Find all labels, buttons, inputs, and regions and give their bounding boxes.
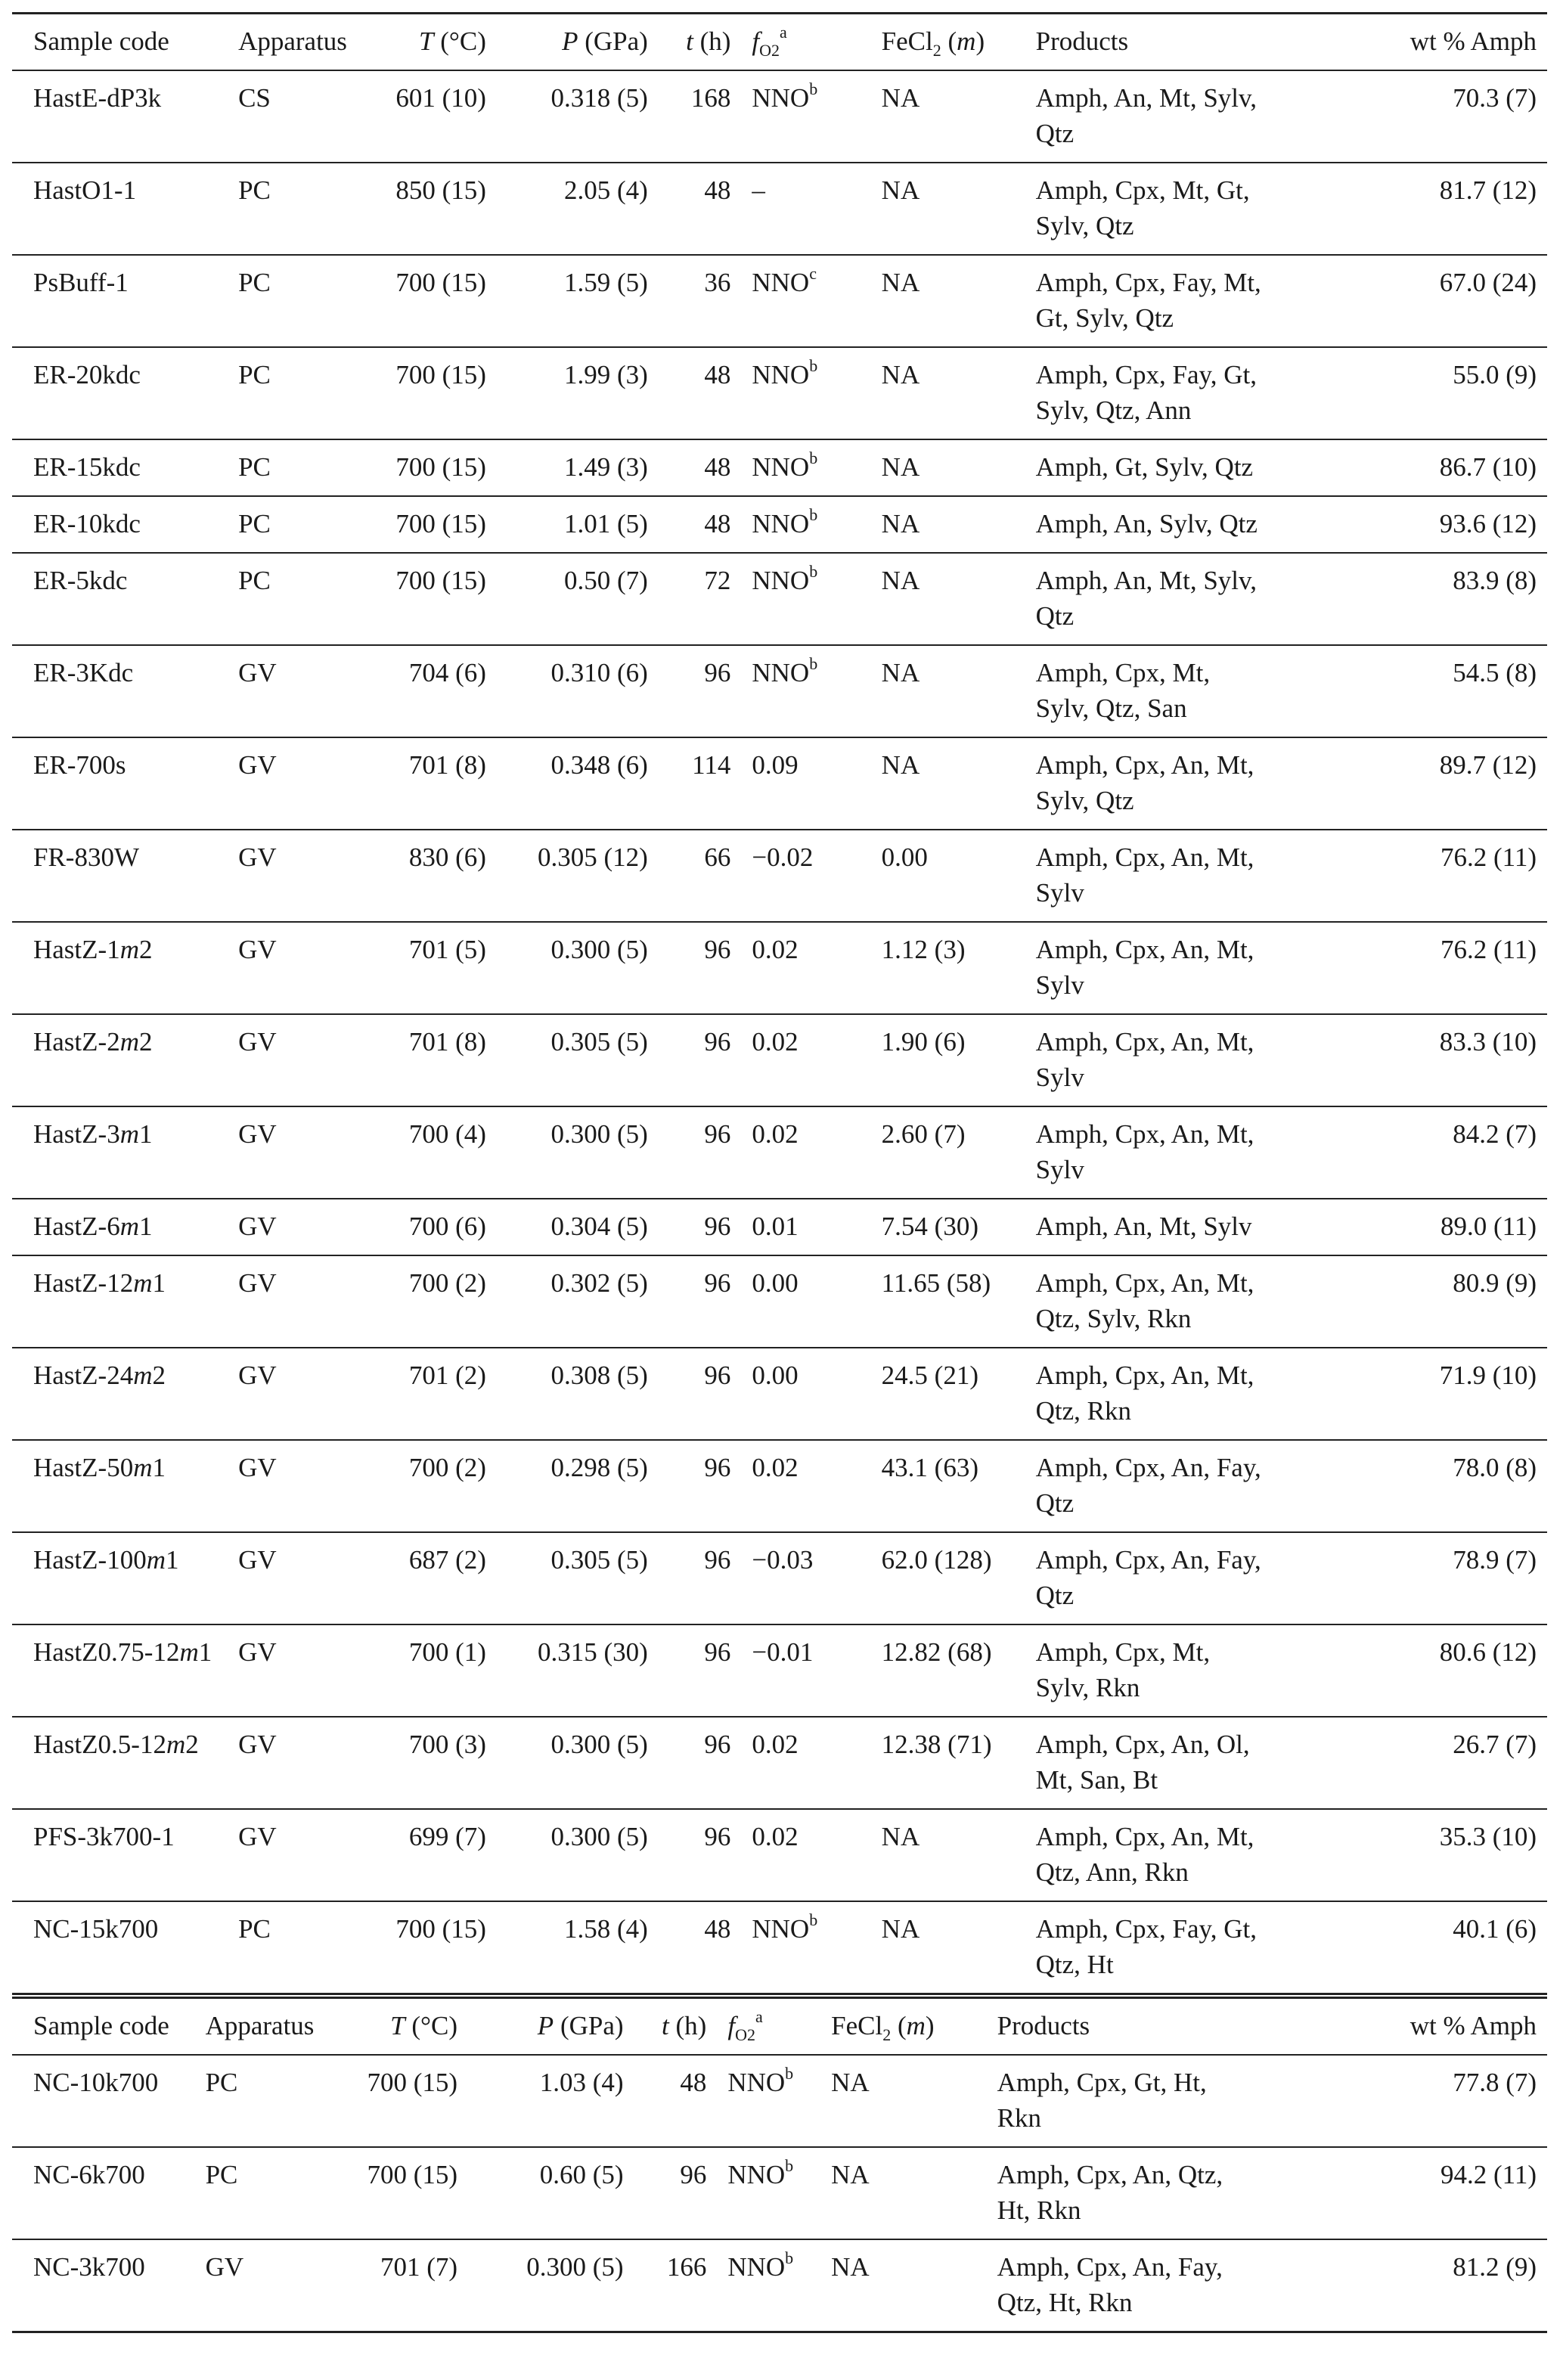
cell-fo2: – xyxy=(730,163,881,255)
cell-pressure: 0.305 (5) xyxy=(486,1532,648,1624)
cell-products: Amph, Cpx, An, Fay, Qtz, Ht, Rkn xyxy=(997,2239,1292,2332)
cell-pressure: 0.300 (5) xyxy=(486,1106,648,1199)
cell-apparatus: GV xyxy=(238,1106,347,1199)
cell-products: Amph, Cpx, An, Qtz, Ht, Rkn xyxy=(997,2147,1292,2239)
cell-products: Amph, Cpx, An, Mt, Qtz, Ann, Rkn xyxy=(1036,1809,1314,1901)
cell-fecl2: NA xyxy=(882,70,1036,163)
cell-products: Amph, Cpx, An, Mt, Sylv xyxy=(1036,1106,1314,1199)
header-apparatus: Apparatus xyxy=(206,1998,315,2056)
cell-sample-code: HastZ-100m1 xyxy=(12,1532,238,1624)
cell-fecl2: 1.90 (6) xyxy=(882,1014,1036,1106)
cell-pressure: 1.58 (4) xyxy=(486,1901,648,1994)
cell-products: Amph, Gt, Sylv, Qtz xyxy=(1036,439,1314,496)
cell-apparatus: GV xyxy=(238,1809,347,1901)
cell-sample-code: HastZ-12m1 xyxy=(12,1255,238,1348)
cell-fecl2: NA xyxy=(882,1901,1036,1994)
table-row xyxy=(12,1348,1547,1440)
cell-time: 48 xyxy=(648,1901,731,1994)
table-row xyxy=(12,347,1547,439)
cell-products: Amph, Cpx, An, Mt, Sylv xyxy=(1036,1014,1314,1106)
cell-pressure: 0.348 (6) xyxy=(486,737,648,830)
cell-pressure: 0.300 (5) xyxy=(486,1809,648,1901)
cell-pressure: 0.300 (5) xyxy=(486,1717,648,1809)
cell-pressure: 0.302 (5) xyxy=(486,1255,648,1348)
cell-apparatus: GV xyxy=(238,737,347,830)
table-row xyxy=(12,439,1547,496)
cell-sample-code: HastZ0.75-12m1 xyxy=(12,1624,238,1717)
cell-fo2: 0.02 xyxy=(730,1717,881,1809)
header-pressure: P (GPa) xyxy=(457,1998,624,2056)
cell-products: Amph, Cpx, An, Mt, Sylv xyxy=(1036,830,1314,922)
cell-sample-code: NC-15k700 xyxy=(12,1901,238,1994)
cell-temperature: 701 (8) xyxy=(347,737,486,830)
cell-fo2: NNO$^b$ xyxy=(730,347,881,439)
cell-wt-amph: 78.9 (7) xyxy=(1314,1532,1547,1624)
cell-fo2: 0.00 xyxy=(730,1255,881,1348)
cell-apparatus: PC xyxy=(238,553,347,645)
cell-temperature: 700 (2) xyxy=(347,1255,486,1348)
cell-fo2: 0.01 xyxy=(730,1199,881,1255)
table-row xyxy=(12,255,1547,347)
cell-wt-amph: 81.2 (9) xyxy=(1292,2239,1547,2332)
cell-apparatus: GV xyxy=(206,2239,315,2332)
cell-temperature: 701 (5) xyxy=(347,922,486,1014)
cell-fecl2: NA xyxy=(831,2239,997,2332)
cell-time: 96 xyxy=(648,1532,731,1624)
cell-temperature: 699 (7) xyxy=(347,1809,486,1901)
experiments-table-part-2 xyxy=(12,1997,1547,2333)
table-row xyxy=(12,1440,1547,1532)
cell-time: 96 xyxy=(648,1255,731,1348)
header-temperature: T (°C) xyxy=(347,14,486,71)
cell-fo2: NNO$^b$ xyxy=(730,70,881,163)
cell-time: 114 xyxy=(648,737,731,830)
table-row xyxy=(12,553,1547,645)
cell-sample-code: ER-3Kdc xyxy=(12,645,238,737)
cell-apparatus: PC xyxy=(238,347,347,439)
cell-temperature: 700 (15) xyxy=(347,496,486,553)
cell-products: Amph, Cpx, An, Ol, Mt, San, Bt xyxy=(1036,1717,1314,1809)
cell-fo2: NNO$^b$ xyxy=(730,439,881,496)
header-fecl2: FeCl$_2$ (m) xyxy=(831,1998,997,2056)
cell-time: 96 xyxy=(648,645,731,737)
cell-time: 48 xyxy=(648,163,731,255)
cell-time: 48 xyxy=(624,2055,707,2147)
cell-time: 48 xyxy=(648,496,731,553)
cell-temperature: 701 (7) xyxy=(314,2239,457,2332)
table-row xyxy=(12,1624,1547,1717)
cell-fecl2: 62.0 (128) xyxy=(882,1532,1036,1624)
cell-fo2: NNO$^b$ xyxy=(706,2055,831,2147)
cell-apparatus: PC xyxy=(238,1901,347,1994)
cell-temperature: 700 (3) xyxy=(347,1717,486,1809)
cell-products: Amph, Cpx, An, Fay, Qtz xyxy=(1036,1532,1314,1624)
cell-time: 96 xyxy=(648,1717,731,1809)
cell-products: Amph, Cpx, An, Mt, Qtz, Sylv, Rkn xyxy=(1036,1255,1314,1348)
cell-wt-amph: 83.3 (10) xyxy=(1314,1014,1547,1106)
cell-temperature: 700 (15) xyxy=(347,553,486,645)
cell-products: Amph, An, Mt, Sylv xyxy=(1036,1199,1314,1255)
cell-apparatus: PC xyxy=(238,255,347,347)
cell-products: Amph, Cpx, Fay, Gt, Qtz, Ht xyxy=(1036,1901,1314,1994)
cell-fo2: NNO$^b$ xyxy=(706,2239,831,2332)
cell-products: Amph, An, Mt, Sylv, Qtz xyxy=(1036,70,1314,163)
cell-apparatus: GV xyxy=(238,1440,347,1532)
cell-pressure: 1.59 (5) xyxy=(486,255,648,347)
cell-pressure: 0.305 (5) xyxy=(486,1014,648,1106)
cell-products: Amph, Cpx, An, Mt, Sylv xyxy=(1036,922,1314,1014)
cell-fecl2: 2.60 (7) xyxy=(882,1106,1036,1199)
cell-sample-code: HastE-dP3k xyxy=(12,70,238,163)
cell-fecl2: NA xyxy=(882,1809,1036,1901)
cell-fo2: −0.01 xyxy=(730,1624,881,1717)
cell-apparatus: GV xyxy=(238,1255,347,1348)
header-wt-amph: wt % Amph xyxy=(1314,14,1547,71)
cell-pressure: 0.50 (7) xyxy=(486,553,648,645)
cell-apparatus: PC xyxy=(206,2147,315,2239)
cell-apparatus: PC xyxy=(238,496,347,553)
cell-apparatus: CS xyxy=(238,70,347,163)
cell-time: 96 xyxy=(648,1440,731,1532)
cell-wt-amph: 78.0 (8) xyxy=(1314,1440,1547,1532)
cell-pressure: 0.298 (5) xyxy=(486,1440,648,1532)
cell-wt-amph: 81.7 (12) xyxy=(1314,163,1547,255)
cell-fecl2: NA xyxy=(882,255,1036,347)
cell-fo2: 0.00 xyxy=(730,1348,881,1440)
table-row xyxy=(12,645,1547,737)
cell-temperature: 701 (2) xyxy=(347,1348,486,1440)
cell-pressure: 1.03 (4) xyxy=(457,2055,624,2147)
cell-sample-code: ER-15kdc xyxy=(12,439,238,496)
cell-wt-amph: 40.1 (6) xyxy=(1314,1901,1547,1994)
cell-fecl2: NA xyxy=(882,645,1036,737)
cell-apparatus: GV xyxy=(238,645,347,737)
cell-pressure: 2.05 (4) xyxy=(486,163,648,255)
cell-time: 166 xyxy=(624,2239,707,2332)
cell-fecl2: 43.1 (63) xyxy=(882,1440,1036,1532)
cell-temperature: 700 (2) xyxy=(347,1440,486,1532)
cell-time: 96 xyxy=(648,1809,731,1901)
cell-temperature: 700 (1) xyxy=(347,1624,486,1717)
cell-products: Amph, An, Mt, Sylv, Qtz xyxy=(1036,553,1314,645)
cell-pressure: 1.49 (3) xyxy=(486,439,648,496)
cell-wt-amph: 70.3 (7) xyxy=(1314,70,1547,163)
header-sample-code: Sample code xyxy=(12,14,238,71)
cell-temperature: 700 (6) xyxy=(347,1199,486,1255)
cell-apparatus: GV xyxy=(238,1532,347,1624)
cell-apparatus: GV xyxy=(238,922,347,1014)
cell-sample-code: PFS-3k700-1 xyxy=(12,1809,238,1901)
table-row xyxy=(12,163,1547,255)
header-fecl2: FeCl$_2$ (m) xyxy=(882,14,1036,71)
cell-sample-code: HastZ-1m2 xyxy=(12,922,238,1014)
cell-time: 96 xyxy=(624,2147,707,2239)
cell-apparatus: GV xyxy=(238,830,347,922)
cell-pressure: 0.315 (30) xyxy=(486,1624,648,1717)
cell-fo2: 0.02 xyxy=(730,1014,881,1106)
cell-temperature: 687 (2) xyxy=(347,1532,486,1624)
cell-sample-code: HastZ-50m1 xyxy=(12,1440,238,1532)
cell-wt-amph: 86.7 (10) xyxy=(1314,439,1547,496)
table-row xyxy=(12,2147,1547,2239)
header-products: Products xyxy=(1036,14,1314,71)
cell-time: 96 xyxy=(648,1106,731,1199)
cell-fo2: 0.09 xyxy=(730,737,881,830)
cell-fecl2: NA xyxy=(882,553,1036,645)
cell-wt-amph: 67.0 (24) xyxy=(1314,255,1547,347)
cell-fecl2: 11.65 (58) xyxy=(882,1255,1036,1348)
header-time: t (h) xyxy=(624,1998,707,2056)
cell-products: Amph, Cpx, Fay, Gt, Sylv, Qtz, Ann xyxy=(1036,347,1314,439)
cell-sample-code: HastO1-1 xyxy=(12,163,238,255)
cell-wt-amph: 35.3 (10) xyxy=(1314,1809,1547,1901)
cell-fecl2: NA xyxy=(831,2147,997,2239)
cell-temperature: 700 (4) xyxy=(347,1106,486,1199)
cell-sample-code: NC-6k700 xyxy=(12,2147,206,2239)
cell-wt-amph: 80.6 (12) xyxy=(1314,1624,1547,1717)
cell-time: 36 xyxy=(648,255,731,347)
table-row xyxy=(12,1014,1547,1106)
cell-fo2: NNO$^b$ xyxy=(706,2147,831,2239)
cell-time: 96 xyxy=(648,1014,731,1106)
cell-time: 96 xyxy=(648,1199,731,1255)
cell-wt-amph: 94.2 (11) xyxy=(1292,2147,1547,2239)
table-row xyxy=(12,70,1547,163)
cell-temperature: 704 (6) xyxy=(347,645,486,737)
cell-fo2: NNO$^b$ xyxy=(730,496,881,553)
cell-apparatus: GV xyxy=(238,1348,347,1440)
cell-products: Amph, Cpx, Gt, Ht, Rkn xyxy=(997,2055,1292,2147)
cell-wt-amph: 77.8 (7) xyxy=(1292,2055,1547,2147)
header-row xyxy=(12,14,1547,71)
cell-products: Amph, Cpx, An, Mt, Sylv, Qtz xyxy=(1036,737,1314,830)
cell-fecl2: 12.38 (71) xyxy=(882,1717,1036,1809)
header-fo2: $f_{O2}^a$ xyxy=(730,14,881,71)
table-row xyxy=(12,830,1547,922)
cell-temperature: 700 (15) xyxy=(314,2055,457,2147)
cell-temperature: 700 (15) xyxy=(347,255,486,347)
cell-wt-amph: 76.2 (11) xyxy=(1314,830,1547,922)
cell-products: Amph, Cpx, Fay, Mt, Gt, Sylv, Qtz xyxy=(1036,255,1314,347)
cell-apparatus: GV xyxy=(238,1199,347,1255)
cell-sample-code: HastZ-24m2 xyxy=(12,1348,238,1440)
header-row xyxy=(12,1998,1547,2056)
cell-sample-code: HastZ-2m2 xyxy=(12,1014,238,1106)
cell-apparatus: PC xyxy=(206,2055,315,2147)
header-products: Products xyxy=(997,1998,1292,2056)
cell-fecl2: NA xyxy=(882,439,1036,496)
cell-fo2: 0.02 xyxy=(730,922,881,1014)
cell-pressure: 1.99 (3) xyxy=(486,347,648,439)
cell-wt-amph: 76.2 (11) xyxy=(1314,922,1547,1014)
cell-temperature: 700 (15) xyxy=(347,1901,486,1994)
cell-fecl2: NA xyxy=(882,347,1036,439)
cell-wt-amph: 55.0 (9) xyxy=(1314,347,1547,439)
cell-fecl2: NA xyxy=(882,737,1036,830)
experiments-table-part-1 xyxy=(12,12,1547,1995)
cell-sample-code: ER-10kdc xyxy=(12,496,238,553)
cell-fecl2: 24.5 (21) xyxy=(882,1348,1036,1440)
table-row xyxy=(12,1901,1547,1994)
table-row xyxy=(12,1717,1547,1809)
cell-temperature: 850 (15) xyxy=(347,163,486,255)
table-row xyxy=(12,1106,1547,1199)
cell-fecl2: NA xyxy=(882,496,1036,553)
cell-fo2: 0.02 xyxy=(730,1440,881,1532)
header-pressure: P (GPa) xyxy=(486,14,648,71)
cell-fo2: 0.02 xyxy=(730,1809,881,1901)
table-row xyxy=(12,1255,1547,1348)
cell-wt-amph: 89.0 (11) xyxy=(1314,1199,1547,1255)
header-fo2: $f_{O2}^a$ xyxy=(706,1998,831,2056)
cell-fecl2: 7.54 (30) xyxy=(882,1199,1036,1255)
cell-sample-code: PsBuff-1 xyxy=(12,255,238,347)
cell-sample-code: FR-830W xyxy=(12,830,238,922)
cell-sample-code: HastZ-3m1 xyxy=(12,1106,238,1199)
cell-time: 96 xyxy=(648,1348,731,1440)
cell-pressure: 0.308 (5) xyxy=(486,1348,648,1440)
cell-wt-amph: 71.9 (10) xyxy=(1314,1348,1547,1440)
cell-fo2: NNO$^c$ xyxy=(730,255,881,347)
cell-temperature: 601 (10) xyxy=(347,70,486,163)
cell-apparatus: PC xyxy=(238,439,347,496)
cell-products: Amph, Cpx, An, Mt, Qtz, Rkn xyxy=(1036,1348,1314,1440)
cell-sample-code: NC-10k700 xyxy=(12,2055,206,2147)
header-sample-code: Sample code xyxy=(12,1998,206,2056)
table-row xyxy=(12,922,1547,1014)
table-row xyxy=(12,2239,1547,2332)
cell-pressure: 1.01 (5) xyxy=(486,496,648,553)
cell-products: Amph, Cpx, Mt, Gt, Sylv, Qtz xyxy=(1036,163,1314,255)
cell-products: Amph, An, Sylv, Qtz xyxy=(1036,496,1314,553)
cell-sample-code: NC-3k700 xyxy=(12,2239,206,2332)
header-time: t (h) xyxy=(648,14,731,71)
cell-products: Amph, Cpx, Mt, Sylv, Rkn xyxy=(1036,1624,1314,1717)
cell-time: 72 xyxy=(648,553,731,645)
cell-fo2: NNO$^b$ xyxy=(730,1901,881,1994)
cell-fo2: NNO$^b$ xyxy=(730,553,881,645)
cell-temperature: 700 (15) xyxy=(314,2147,457,2239)
cell-fo2: −0.03 xyxy=(730,1532,881,1624)
cell-time: 66 xyxy=(648,830,731,922)
cell-wt-amph: 84.2 (7) xyxy=(1314,1106,1547,1199)
cell-time: 168 xyxy=(648,70,731,163)
cell-wt-amph: 93.6 (12) xyxy=(1314,496,1547,553)
cell-apparatus: GV xyxy=(238,1624,347,1717)
cell-wt-amph: 26.7 (7) xyxy=(1314,1717,1547,1809)
cell-fecl2: NA xyxy=(831,2055,997,2147)
cell-sample-code: HastZ0.5-12m2 xyxy=(12,1717,238,1809)
header-apparatus: Apparatus xyxy=(238,14,347,71)
cell-time: 48 xyxy=(648,347,731,439)
header-temperature: T (°C) xyxy=(314,1998,457,2056)
cell-fecl2: NA xyxy=(882,163,1036,255)
cell-wt-amph: 54.5 (8) xyxy=(1314,645,1547,737)
cell-apparatus: GV xyxy=(238,1717,347,1809)
cell-fecl2: 12.82 (68) xyxy=(882,1624,1036,1717)
cell-fo2: NNO$^b$ xyxy=(730,645,881,737)
cell-apparatus: PC xyxy=(238,163,347,255)
table-row xyxy=(12,737,1547,830)
cell-products: Amph, Cpx, Mt, Sylv, Qtz, San xyxy=(1036,645,1314,737)
cell-sample-code: ER-5kdc xyxy=(12,553,238,645)
cell-time: 96 xyxy=(648,922,731,1014)
cell-apparatus: GV xyxy=(238,1014,347,1106)
cell-temperature: 700 (15) xyxy=(347,439,486,496)
cell-pressure: 0.300 (5) xyxy=(486,922,648,1014)
cell-pressure: 0.310 (6) xyxy=(486,645,648,737)
cell-products: Amph, Cpx, An, Fay, Qtz xyxy=(1036,1440,1314,1532)
cell-pressure: 0.304 (5) xyxy=(486,1199,648,1255)
cell-wt-amph: 89.7 (12) xyxy=(1314,737,1547,830)
cell-fo2: −0.02 xyxy=(730,830,881,922)
cell-sample-code: ER-700s xyxy=(12,737,238,830)
cell-temperature: 830 (6) xyxy=(347,830,486,922)
cell-temperature: 701 (8) xyxy=(347,1014,486,1106)
cell-fecl2: 1.12 (3) xyxy=(882,922,1036,1014)
cell-fecl2: 0.00 xyxy=(882,830,1036,922)
table-row xyxy=(12,1532,1547,1624)
cell-sample-code: HastZ-6m1 xyxy=(12,1199,238,1255)
table-row xyxy=(12,1199,1547,1255)
cell-sample-code: ER-20kdc xyxy=(12,347,238,439)
cell-wt-amph: 83.9 (8) xyxy=(1314,553,1547,645)
cell-pressure: 0.305 (12) xyxy=(486,830,648,922)
cell-wt-amph: 80.9 (9) xyxy=(1314,1255,1547,1348)
table-row xyxy=(12,496,1547,553)
cell-pressure: 0.300 (5) xyxy=(457,2239,624,2332)
cell-pressure: 0.318 (5) xyxy=(486,70,648,163)
cell-temperature: 700 (15) xyxy=(347,347,486,439)
table-row xyxy=(12,2055,1547,2147)
cell-time: 48 xyxy=(648,439,731,496)
cell-fo2: 0.02 xyxy=(730,1106,881,1199)
cell-time: 96 xyxy=(648,1624,731,1717)
cell-pressure: 0.60 (5) xyxy=(457,2147,624,2239)
table-row xyxy=(12,1809,1547,1901)
header-wt-amph: wt % Amph xyxy=(1292,1998,1547,2056)
